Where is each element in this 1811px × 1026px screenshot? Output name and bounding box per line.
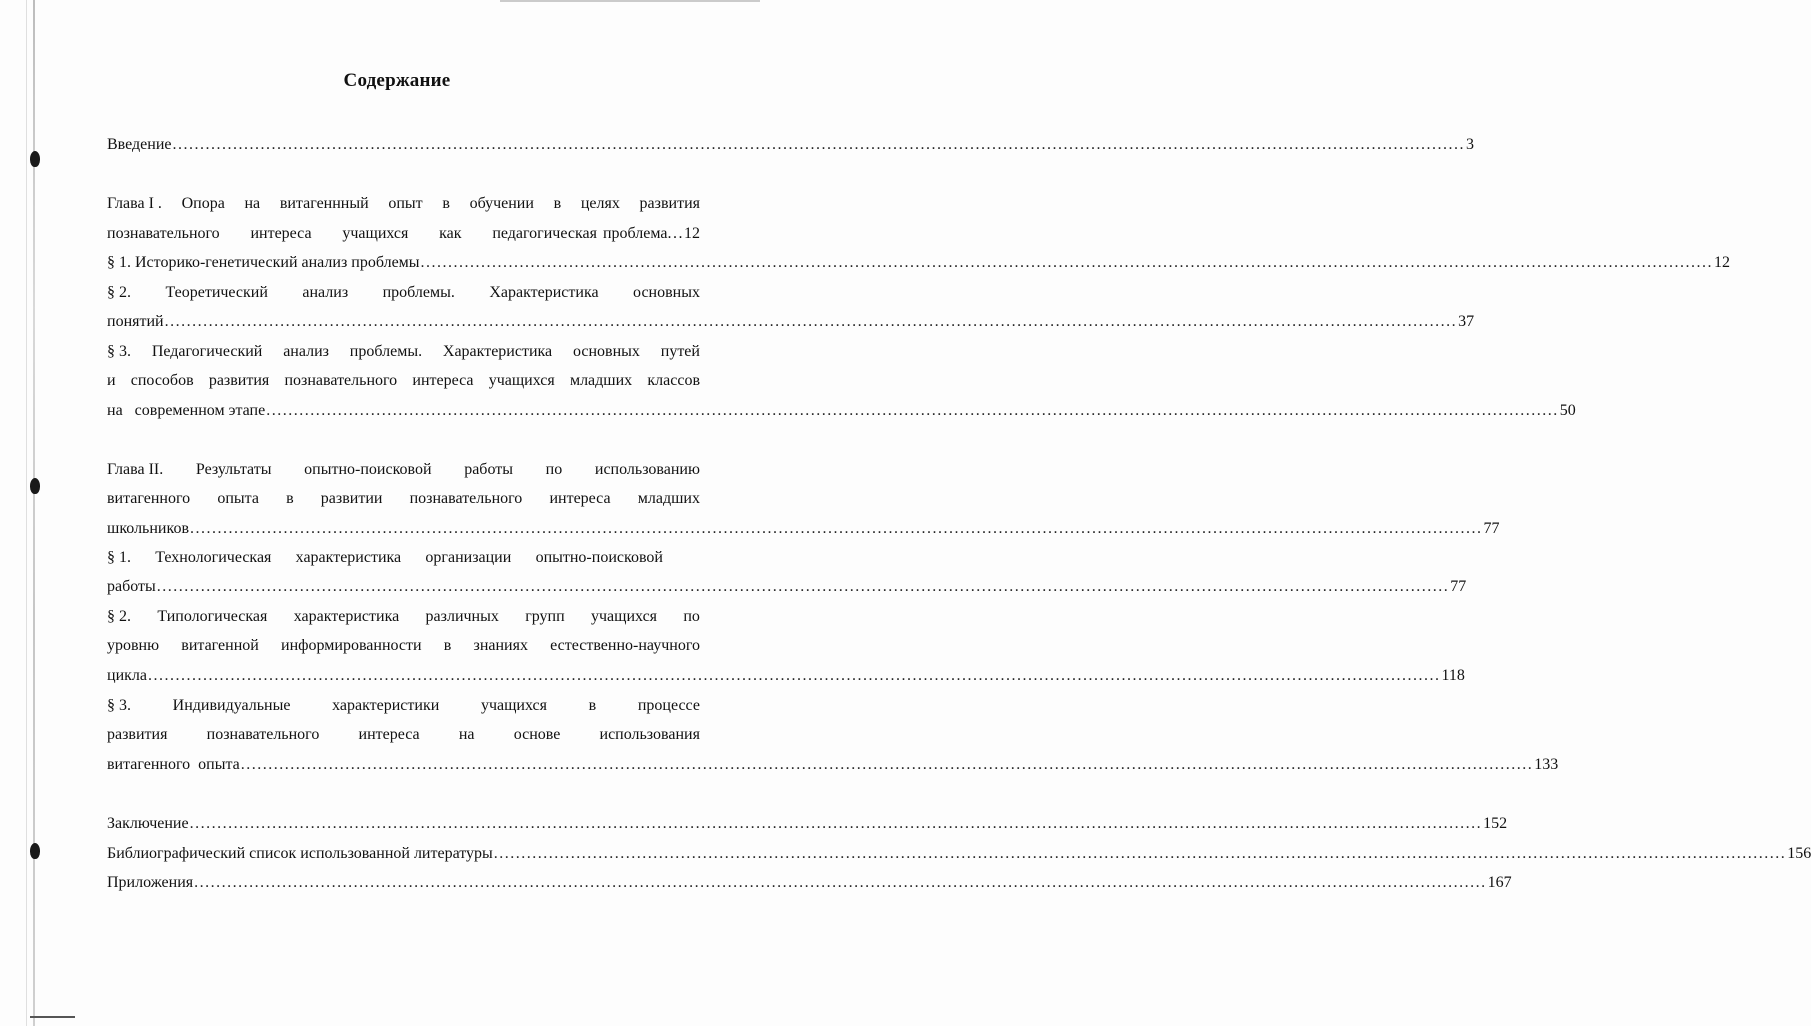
toc-leader: ........................................................................................................................................................................................................................................... <box>156 578 1450 595</box>
toc-page: 118 <box>1441 667 1465 684</box>
toc-entry-conclusion[interactable] <box>107 813 1508 835</box>
toc-entry-appendix[interactable] <box>107 872 1512 894</box>
toc-word: основных <box>633 284 700 301</box>
toc-word: учащихся <box>591 608 658 625</box>
toc-word: учащихся <box>480 697 547 714</box>
scan-bottom-line <box>30 1016 75 1018</box>
toc-word: проблемы. <box>349 343 423 360</box>
toc-page: 37 <box>1458 313 1475 330</box>
toc-page: 3 <box>1466 136 1474 153</box>
punch-hole <box>30 151 40 167</box>
toc-word: Характеристика <box>489 284 599 301</box>
toc-ch1-s2-line1[interactable] <box>107 282 700 304</box>
toc-ch1-s3-line1[interactable] <box>107 341 700 363</box>
toc-label: цикла <box>107 667 147 684</box>
toc-label: на современном этапе <box>107 402 266 419</box>
toc-ch2-s3-line3[interactable] <box>107 754 1559 776</box>
toc-label: Приложения <box>107 874 194 891</box>
toc-leader: ........................................................................................................................................................................................................................................... <box>194 874 1487 891</box>
toc-word: различных <box>425 608 499 625</box>
toc-word: в <box>286 490 294 507</box>
toc-word: путей <box>660 343 700 360</box>
toc-word: развития <box>208 372 270 389</box>
toc-word: § 3. <box>107 343 131 360</box>
toc-entry-ch1-s1[interactable] <box>107 252 1731 274</box>
toc-word: Глава II. <box>107 461 164 478</box>
toc-chapter2-line2[interactable] <box>107 488 700 510</box>
toc-word: характеристика <box>293 608 400 625</box>
toc-word: уровню <box>107 637 160 654</box>
toc-word: учащихся <box>342 225 409 242</box>
toc-word: характеристика <box>295 549 402 566</box>
toc-word: проблемы. <box>382 284 455 301</box>
toc-word: познавательного <box>284 372 398 389</box>
toc-word: опытно-поисковой <box>535 549 663 566</box>
toc-label: витагенного опыта <box>107 756 240 773</box>
toc-word: младших <box>569 372 633 389</box>
toc-word: знаниях <box>473 637 528 654</box>
toc-word: опытно-поисковой <box>304 461 432 478</box>
toc-ch2-s2-line2[interactable] <box>107 635 700 657</box>
toc-label: работы <box>107 578 156 595</box>
toc-word: § 2. <box>107 284 131 301</box>
toc-word: Глава I . <box>107 195 162 212</box>
toc-leader: ........................................................................................................................................................................................................................................... <box>164 313 1458 330</box>
toc-word: организации <box>425 549 512 566</box>
toc-leader: ........................................................................................................................................................................................................................................... <box>493 845 1787 862</box>
toc-ch2-s1-line1[interactable] <box>107 547 663 569</box>
toc-word: § 1. <box>107 549 131 566</box>
page-title: Содержание <box>343 70 451 91</box>
toc-word: по <box>683 608 700 625</box>
toc-ch2-s2-line1[interactable] <box>107 606 700 628</box>
toc-word: развития <box>639 195 700 212</box>
toc-label: проблема <box>602 225 668 242</box>
punch-hole <box>30 843 40 859</box>
toc-word: по <box>545 461 563 478</box>
toc-leader: ... <box>667 225 684 242</box>
toc-word: интереса <box>358 726 420 743</box>
toc-word: и <box>107 372 116 389</box>
toc-word: интереса <box>549 490 611 507</box>
toc-label: понятий <box>107 313 164 330</box>
toc-leader: ........................................................................................................................................................................................................................................... <box>420 254 1714 271</box>
toc-word: Индивидуальные <box>172 697 291 714</box>
toc-word: анализ <box>283 343 329 360</box>
toc-word: витагенного <box>107 490 191 507</box>
toc-page: 50 <box>1559 402 1576 419</box>
toc-word: Теоретический <box>165 284 268 301</box>
toc-word: в <box>442 195 450 212</box>
toc-word: как <box>439 225 462 242</box>
toc-entry-intro[interactable] <box>107 134 1474 156</box>
toc-label: Библиографический список использованной литературы <box>107 845 493 862</box>
toc-word: младших <box>637 490 700 507</box>
toc-word: анализ <box>302 284 349 301</box>
scan-edge-line <box>26 0 27 1026</box>
toc-word: Типологическая <box>157 608 268 625</box>
toc-page: 77 <box>1450 578 1467 595</box>
toc-chapter2-line3[interactable] <box>107 518 1500 540</box>
toc-page: 77 <box>1483 520 1500 537</box>
toc-page: 133 <box>1534 756 1559 773</box>
toc-word: интереса <box>412 372 474 389</box>
toc-word: характеристики <box>332 697 440 714</box>
toc-word: информированности <box>281 637 422 654</box>
toc-label: Введение <box>107 136 172 153</box>
toc-leader: ........................................................................................................................................................................................................................................... <box>240 756 1534 773</box>
toc-word: опыта <box>217 490 259 507</box>
punch-hole <box>30 478 40 494</box>
toc-word: групп <box>525 608 565 625</box>
toc-page: 152 <box>1483 815 1508 832</box>
toc-word: познавательного <box>206 726 320 743</box>
toc-word: Опора <box>181 195 225 212</box>
toc-chapter2-line1[interactable] <box>107 459 700 481</box>
toc-label: Заключение <box>107 815 189 832</box>
toc-page: 12 <box>1714 254 1731 271</box>
toc-word: использования <box>599 726 700 743</box>
toc-word: способов <box>130 372 194 389</box>
toc-word: витагенной <box>181 637 259 654</box>
toc-label: школьников <box>107 520 189 537</box>
toc-word: опыт <box>388 195 423 212</box>
toc-word: познавательного <box>409 490 523 507</box>
toc-word: Педагогический <box>151 343 263 360</box>
toc-word: классов <box>647 372 700 389</box>
toc-ch2-s3-line2[interactable] <box>107 724 700 746</box>
scan-top-line <box>500 0 760 2</box>
toc-page: 167 <box>1487 874 1512 891</box>
toc-word: развитии <box>320 490 383 507</box>
toc-word: работы <box>464 461 513 478</box>
toc-word: процессе <box>637 697 700 714</box>
toc-word: § 3. <box>107 697 131 714</box>
toc-ch2-s2-line3[interactable] <box>107 665 1465 687</box>
toc-word: в <box>588 697 597 714</box>
toc-ch2-s3-line1[interactable] <box>107 695 700 717</box>
toc-chapter1-line2[interactable] <box>107 223 700 245</box>
toc-word: Технологическая <box>155 549 272 566</box>
toc-leader: ........................................................................................................................................................................................................................................... <box>189 815 1483 832</box>
toc-word: Характеристика <box>442 343 553 360</box>
toc-word: познавательного <box>107 225 220 242</box>
toc-word: естественно-научного <box>550 637 700 654</box>
toc-word: обучении <box>469 195 534 212</box>
toc-word: на <box>458 726 475 743</box>
toc-word: Результаты <box>195 461 272 478</box>
toc-page: 12 <box>684 225 700 242</box>
toc-word: на <box>244 195 261 212</box>
toc-word: развития <box>107 726 168 743</box>
toc-leader: ........................................................................................................................................................................................................................................... <box>147 667 1441 684</box>
toc-word: педагогическая <box>492 225 597 242</box>
toc-page: 156 <box>1787 845 1811 862</box>
toc-word: § 2. <box>107 608 131 625</box>
toc-word: в <box>443 637 452 654</box>
toc-ch2-s1-line2[interactable] <box>107 576 1467 598</box>
toc-leader: ........................................................................................................................................................................................................................................... <box>266 402 1559 419</box>
toc-word: основных <box>572 343 640 360</box>
toc-word: использованию <box>594 461 700 478</box>
toc-ch1-s3-line3[interactable] <box>107 400 1576 422</box>
toc-ch1-s3-line2[interactable] <box>107 370 700 392</box>
toc-leader: ........................................................................................................................................................................................................................................... <box>172 136 1465 153</box>
toc-word: интереса <box>250 225 312 242</box>
toc-ch1-s2-line2[interactable] <box>107 311 1475 333</box>
toc-word: в <box>553 195 562 212</box>
toc-label: § 1. Историко-генетический анализ проблемы <box>107 254 420 271</box>
toc-chapter1-line1[interactable] <box>107 193 700 215</box>
toc-word: учащихся <box>488 372 555 389</box>
toc-word: целях <box>580 195 620 212</box>
toc-word: витагеннный <box>279 195 369 212</box>
toc-entry-bibliography[interactable] <box>107 843 1811 865</box>
toc-leader: ........................................................................................................................................................................................................................................... <box>190 520 1483 537</box>
toc-word: основе <box>513 726 561 743</box>
